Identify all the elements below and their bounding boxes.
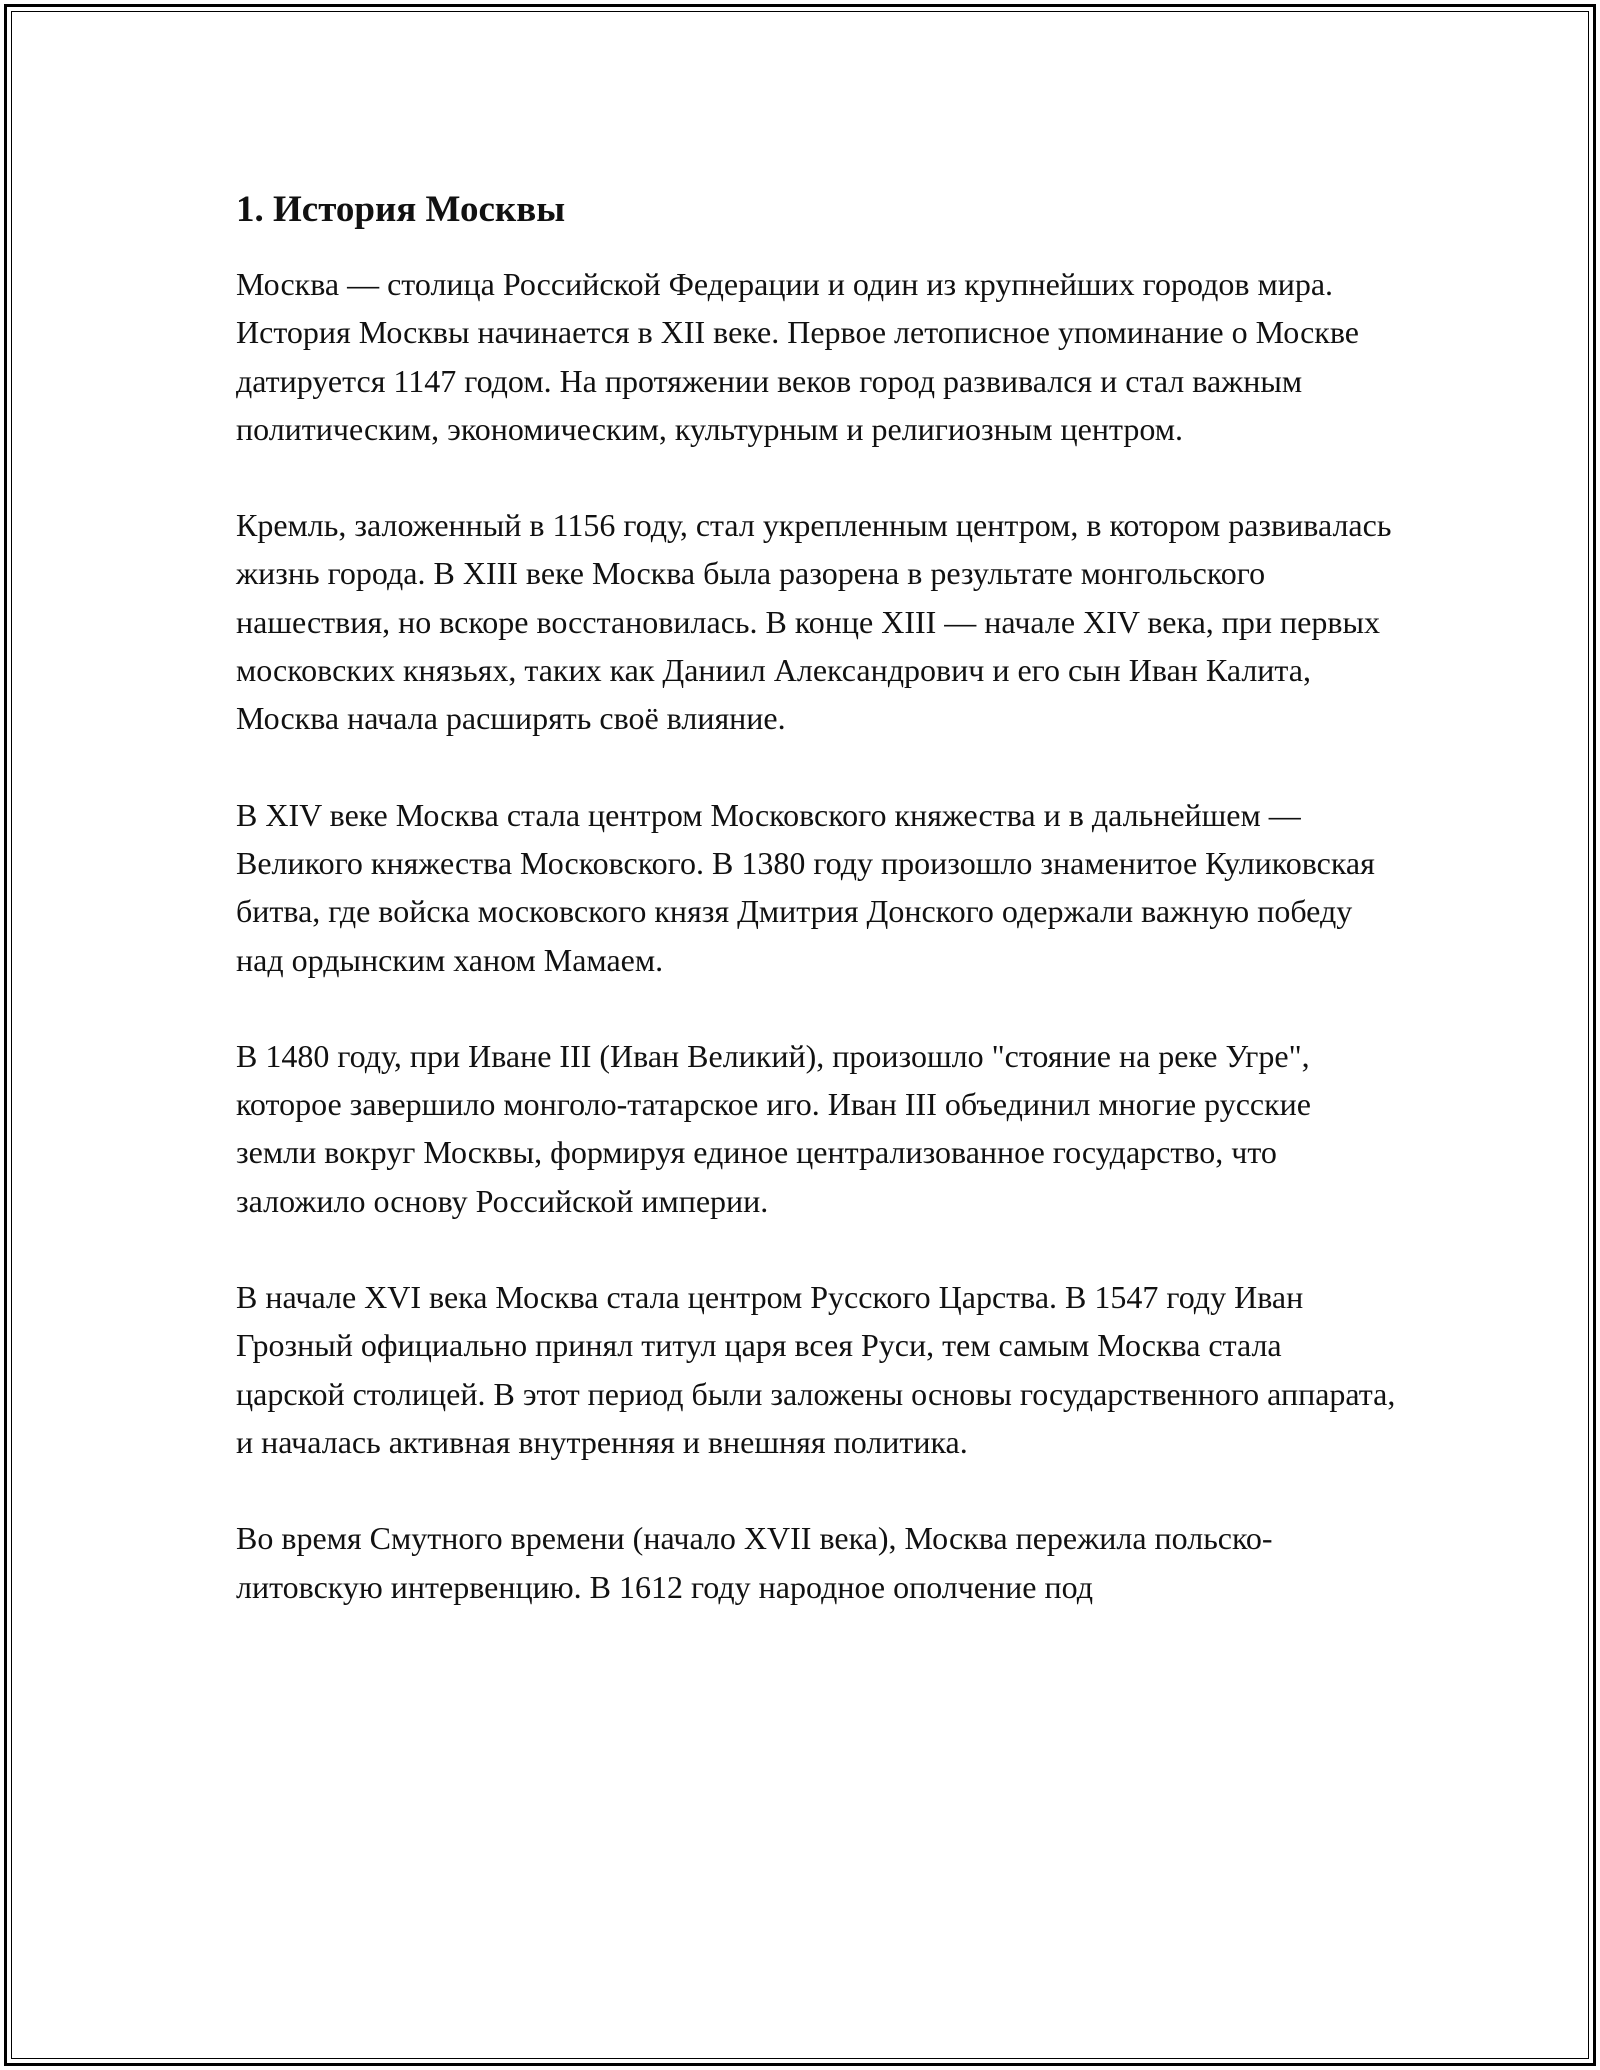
paragraph-founding: Москва — столица Российской Федерации и один из крупнейших городов мира. История Москвы начинается в XII веке. Первое летописное упоминание о Москве датируется 1147 годом. На протяжении веков город развивался и стал важным политическим, экономическим, культурным и религиозным центром. — [236, 266, 1359, 447]
paragraph-ugra: В 1480 году, при Иване III (Иван Великий), произошло "стояние на реке Угре", которое завершило монголо-татарское иго. Иван III объединил многие русские земли вокруг Москвы, формируя единое централизованное государство, что заложило основу Российской империи. — [236, 1037, 1311, 1219]
paragraph-principality: В XIV веке Москва стала центром Московского княжества и в дальнейшем — Великого княжества Московского. В 1380 году произошло знаменитое Куликовская битва, где войска московского князя Дмитрия Донского одержали важную победу над ордынским ханом Мамаем. — [236, 796, 1375, 978]
paragraph-troubles: Во время Смутного времени (начало XVII века), Москва пережила польско-литовскую интервенцию. В 1612 году народное ополчение под — [236, 1520, 1273, 1605]
paragraph-tsardom: В начале XVI века Москва стала центром Русского Царства. В 1547 году Иван Грозный официально принял титул царя всея Руси, тем самым Москва стала царской столицей. В этот период были заложены основы государственного аппарата, и началась активная внутренняя и внешняя политика. — [236, 1279, 1396, 1460]
document-body — [236, 186, 1396, 1659]
paragraph-kremlin: Кремль, заложенный в 1156 году, стал укрепленным центром, в котором развивалась жизнь города. В XIII веке Москва была разорена в результате монгольского нашествия, но вскоре восстановилась. В конце XIII — начале XIV века, при первых московских князьях, таких как Даниил Александрович и его сын Иван Калита, Москва начала расширять своё влияние. — [236, 507, 1392, 737]
section-heading: 1. История Москвы — [236, 189, 566, 230]
